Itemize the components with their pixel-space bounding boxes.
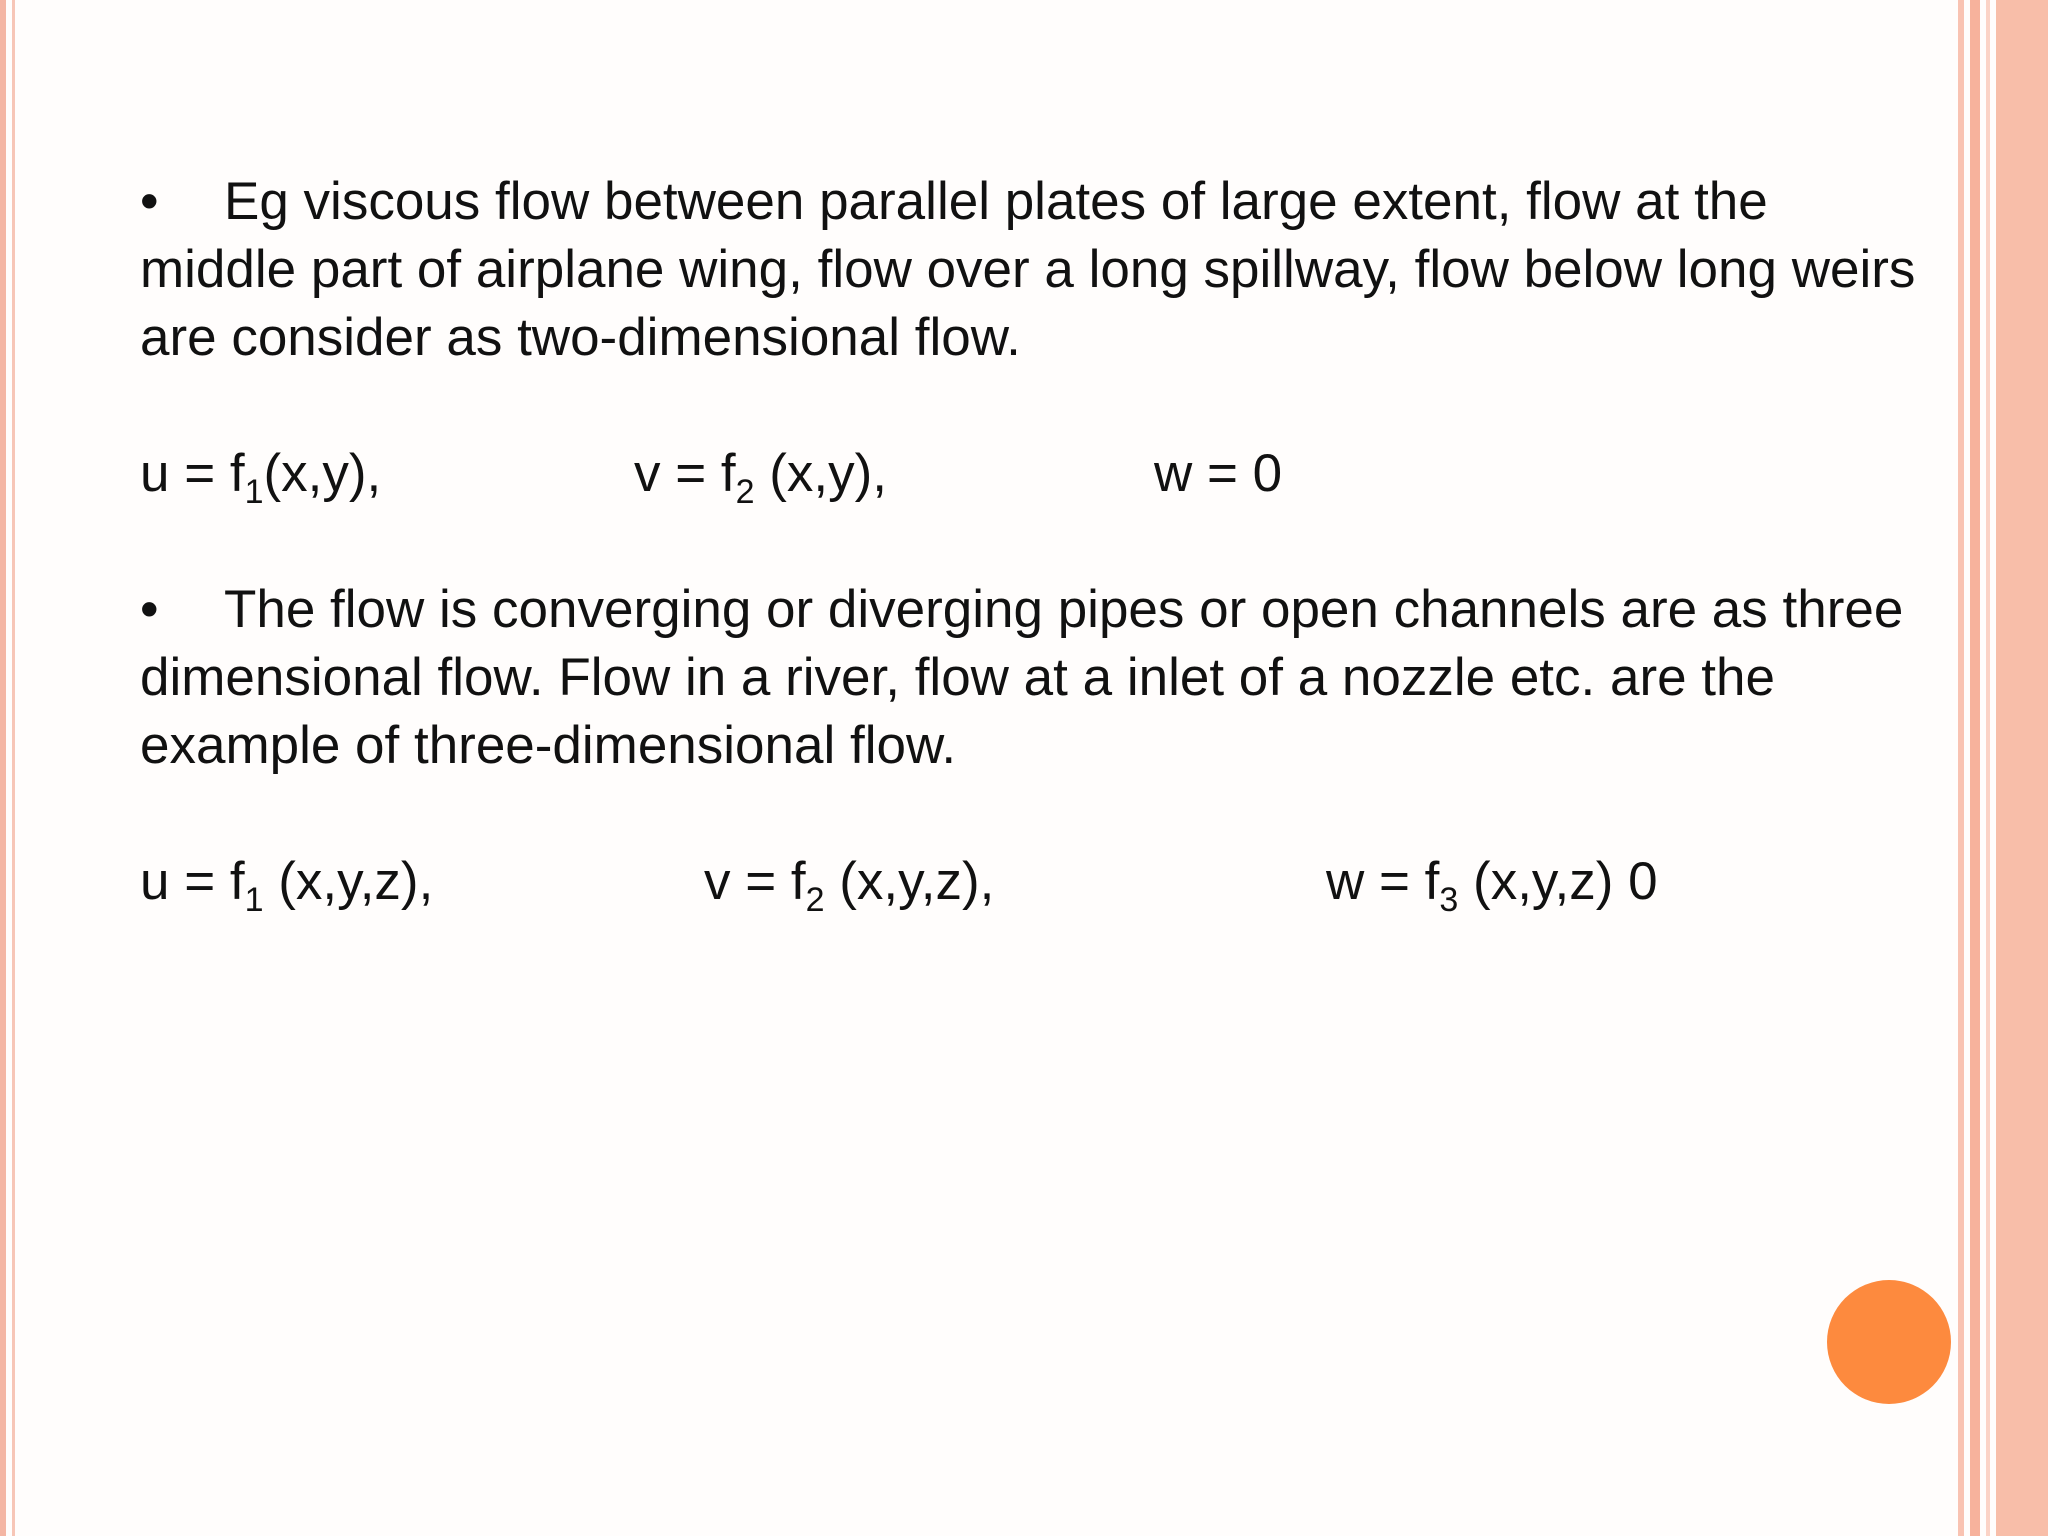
paragraph-three-dimensional [140,576,1920,780]
left-border-stripe-inner [12,0,15,1536]
paragraph-2-text: The flow is converging or diverging pipes or open channels are as three dimensional flow. Flow in a river, flow at a inlet of a nozzle etc. are the example of three-dimensional flow. [140,580,1904,775]
right-border-stripe-a [1958,0,1964,1536]
right-border-stripe-d [1996,0,2048,1536]
bullet-2: • [140,580,159,639]
equation-w-2d: w = 0 [1154,444,1283,503]
equation-v-3d: $v = f_2$ (x,y,z), [704,852,995,919]
equation-row-two-dimensional [140,440,1920,511]
right-border-stripe-b [1970,0,1980,1536]
equation-w-3d: $w = f_3$ (x,y,z) 0 [1326,852,1658,919]
equation-v-2d: $v = f_2$ (x,y), [634,444,888,511]
left-border-stripe-outer [0,0,6,1536]
equation-u-3d: $u = f_1$ (x,y,z), [140,852,434,919]
decorative-orange-dot [1827,1280,1951,1404]
right-border-stripe-c [1986,0,1990,1536]
equation-row-three-dimensional [140,848,1920,919]
paragraph-two-dimensional [140,168,1920,372]
paragraph-1-text: Eg viscous flow between parallel plates of large extent, flow at the middle part of airplane wing, flow over a long spillway, flow below long weirs are consider as two-dimensional flow. [140,172,1916,367]
bullet-1: • [140,172,159,231]
slide-content [140,168,1920,984]
equation-u-2d: $u = f_1(x,y)$, [140,444,382,511]
